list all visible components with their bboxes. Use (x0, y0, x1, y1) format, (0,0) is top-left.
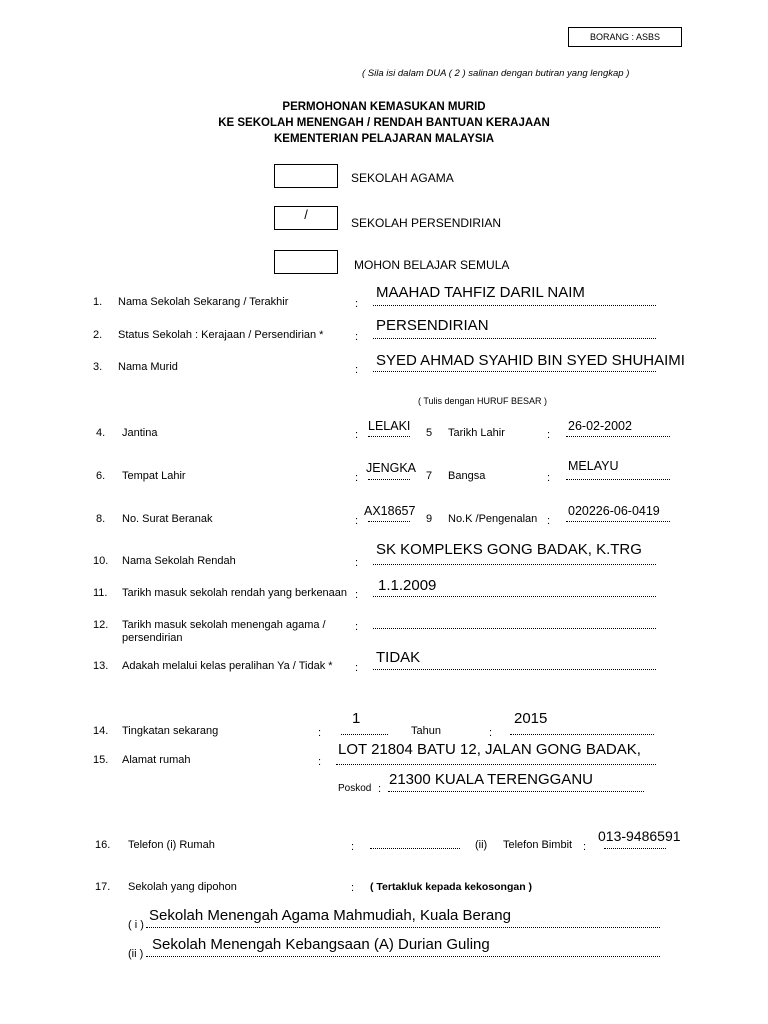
field-17-colon: : (351, 882, 355, 894)
checkbox-sekolah-persendirian[interactable] (274, 206, 338, 230)
field-11-number: 11. (93, 587, 108, 599)
choice-2-prefix: (ii ) (128, 948, 144, 960)
field-5-label: Tarikh Lahir (448, 427, 505, 439)
field-16-bimbit-colon: : (583, 841, 587, 853)
field-14-tahun-value[interactable]: 2015 (514, 710, 548, 727)
field-2-value[interactable]: PERSENDIRIAN (376, 317, 489, 334)
field-12-number: 12. (93, 619, 109, 631)
field-6-line (368, 479, 410, 480)
field-13-value[interactable]: TIDAK (376, 649, 421, 666)
field-4-label: Jantina (122, 427, 158, 439)
field-16-bimbit-prefix: (ii) (475, 839, 488, 851)
field-11-value[interactable]: 1.1.2009 (378, 577, 437, 594)
field-11-label: Tarikh masuk sekolah rendah yang berkenaan (122, 587, 348, 599)
field-16-bimbit-label: Telefon Bimbit (503, 839, 573, 851)
capital-letters-note: ( Tulis dengan HURUF BESAR ) (418, 396, 548, 406)
choice-1-prefix: ( i ) (128, 919, 144, 931)
field-17-label: Sekolah yang dipohon (128, 881, 237, 893)
field-4-colon: : (355, 429, 359, 441)
field-15-poskod-colon: : (378, 783, 382, 795)
field-6-colon: : (355, 472, 359, 484)
field-3-number: 3. (93, 361, 103, 373)
field-8-line (368, 521, 410, 522)
field-15-poskod-label: Poskod (338, 783, 372, 794)
field-9-label: No.K /Pengenalan (448, 513, 538, 525)
field-9-line (566, 521, 670, 522)
form-code: BORANG : ASBS (589, 32, 661, 42)
field-16-label: Telefon (i) Rumah (128, 839, 215, 851)
field-2-number: 2. (93, 329, 103, 341)
form-title-line1: PERMOHONAN KEMASUKAN MURID (282, 101, 486, 113)
field-7-number: 7 (426, 470, 433, 482)
field-16-bimbit-line (604, 848, 666, 849)
field-7-label: Bangsa (448, 470, 486, 482)
field-10-line (373, 564, 656, 565)
choice-1-line (146, 927, 660, 928)
field-14-label: Tingkatan sekarang (122, 725, 219, 737)
field-12-line (373, 628, 656, 629)
field-1-label: Nama Sekolah Sekarang / Terakhir (118, 296, 289, 308)
field-7-value[interactable]: MELAYU (568, 459, 619, 473)
field-14-value[interactable]: 1 (352, 710, 361, 727)
field-8-label: No. Surat Beranak (122, 513, 213, 525)
field-14-number: 14. (93, 725, 109, 737)
field-14-tahun-line (510, 734, 654, 735)
field-1-colon: : (355, 298, 359, 310)
label-sekolah-agama: SEKOLAH AGAMA (351, 171, 454, 185)
field-2-line (373, 338, 656, 339)
field-16-bimbit-value[interactable]: 013-9486591 (598, 828, 681, 844)
field-15-poskod-value[interactable]: 21300 KUALA TERENGGANU (389, 771, 593, 788)
label-mohon-belajar-semula: MOHON BELAJAR SEMULA (354, 258, 510, 272)
field-6-label: Tempat Lahir (122, 470, 186, 482)
field-12-label-line2: persendirian (122, 632, 183, 644)
field-12-label-line1: Tarikh masuk sekolah menengah agama / (122, 619, 326, 631)
field-10-value[interactable]: SK KOMPLEKS GONG BADAK, K.TRG (376, 541, 642, 558)
choice-2-line (146, 956, 660, 957)
field-17-number: 17. (95, 881, 111, 893)
field-5-number: 5 (426, 427, 433, 439)
field-13-line (373, 669, 656, 670)
field-2-label: Status Sekolah : Kerajaan / Persendirian * (118, 329, 324, 341)
field-16-number: 16. (95, 839, 111, 851)
field-3-line (373, 371, 656, 372)
field-3-label: Nama Murid (118, 361, 178, 373)
field-2-colon: : (355, 331, 359, 343)
field-15-value[interactable]: LOT 21804 BATU 12, JALAN GONG BADAK, (338, 741, 641, 758)
checkbox-mohon-belajar-semula[interactable] (274, 250, 338, 274)
field-1-line (373, 305, 656, 306)
field-14-tahun-colon: : (489, 727, 493, 739)
field-6-number: 6. (96, 470, 106, 482)
field-16-line (370, 848, 460, 849)
field-10-colon: : (355, 557, 359, 569)
field-15-poskod-line (388, 791, 644, 792)
field-12-colon: : (355, 621, 359, 633)
field-10-label: Nama Sekolah Rendah (122, 555, 236, 567)
instruction-text: ( Sila isi dalam DUA ( 2 ) salinan dengan butiran yang lengkap ) (362, 68, 630, 79)
form-code-box (568, 27, 682, 47)
field-3-colon: : (355, 364, 359, 376)
field-5-line (566, 436, 670, 437)
field-13-number: 13. (93, 660, 109, 672)
field-4-value[interactable]: LELAKI (368, 419, 411, 433)
label-sekolah-persendirian: SEKOLAH PERSENDIRIAN (351, 216, 502, 230)
choice-2-value[interactable]: Sekolah Menengah Kebangsaan (A) Durian Guling (152, 936, 490, 953)
field-4-number: 4. (96, 427, 106, 439)
field-3-value[interactable]: SYED AHMAD SYAHID BIN SYED SHUHAIMI (376, 352, 685, 369)
field-11-colon: : (355, 589, 359, 601)
field-15-number: 15. (93, 754, 109, 766)
field-15-colon: : (318, 756, 322, 768)
field-7-line (566, 479, 670, 480)
field-4-line (368, 436, 410, 437)
field-15-line (336, 764, 656, 765)
field-9-colon: : (547, 515, 551, 527)
field-13-colon: : (355, 662, 359, 674)
field-14-tahun-label: Tahun (411, 725, 441, 737)
field-11-line (373, 596, 656, 597)
checkbox-mark: / (304, 207, 308, 222)
form-title-line2: KE SEKOLAH MENENGAH / RENDAH BANTUAN KERAJAAN (218, 117, 550, 129)
checkbox-sekolah-agama[interactable] (274, 164, 338, 188)
field-9-value[interactable]: 020226-06-0419 (568, 504, 660, 518)
field-9-number: 9 (426, 513, 433, 525)
choice-1-value[interactable]: Sekolah Menengah Agama Mahmudiah, Kuala Berang (149, 907, 511, 924)
field-1-value[interactable]: MAAHAD TAHFIZ DARIL NAIM (376, 284, 585, 301)
field-5-value[interactable]: 26-02-2002 (568, 419, 632, 433)
field-14-line (341, 734, 388, 735)
field-1-number: 1. (93, 296, 103, 308)
field-14-colon: : (318, 727, 322, 739)
field-5-colon: : (547, 429, 551, 441)
field-6-value[interactable]: JENGKA (366, 461, 417, 475)
field-8-colon: : (355, 515, 359, 527)
field-7-colon: : (547, 472, 551, 484)
field-17-note: ( Tertakluk kepada kekosongan ) (370, 881, 533, 893)
field-8-value[interactable]: AX18657 (364, 504, 416, 518)
field-15-label: Alamat rumah (122, 754, 191, 766)
form-title-line3: KEMENTERIAN PELAJARAN MALAYSIA (273, 133, 494, 145)
field-13-label: Adakah melalui kelas peralihan Ya / Tidak * (122, 660, 333, 672)
field-16-colon: : (351, 841, 355, 853)
field-10-number: 10. (93, 555, 109, 567)
field-8-number: 8. (96, 513, 106, 525)
